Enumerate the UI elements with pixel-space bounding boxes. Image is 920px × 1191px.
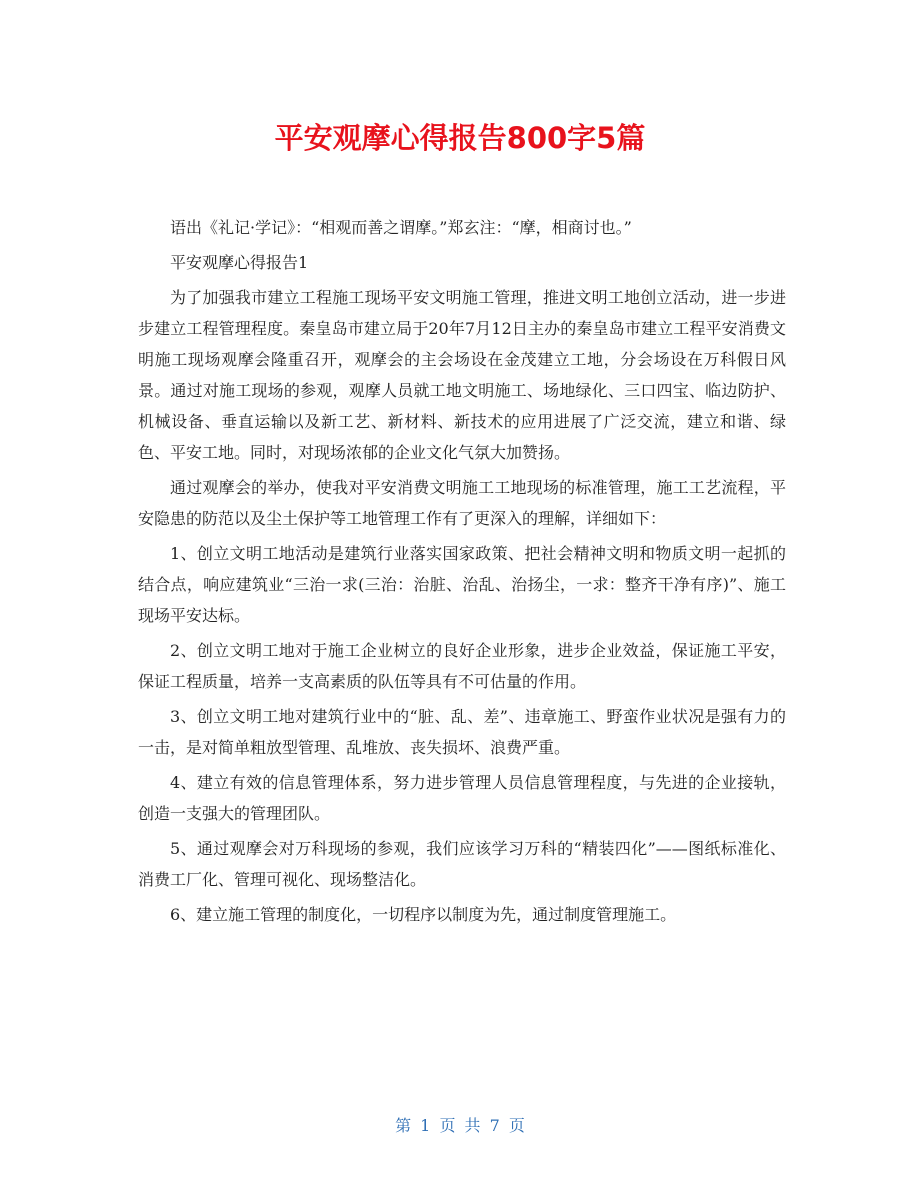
section-heading: 平安观摩心得报告1	[170, 253, 309, 272]
body-paragraph: 通过观摩会的举办，使我对平安消费文明施工工地现场的标准管理，施工工艺流程，平安隐患的防范以及尘土保护等工地管理工作有了更深入的理解，详细如下：	[138, 478, 786, 528]
list-item: 6、建立施工管理的制度化，一切程序以制度为先，通过制度管理施工。	[170, 905, 677, 924]
page-number-footer: 第 1 页 共 7 页	[395, 1116, 525, 1135]
body-paragraph: 语出《礼记·学记》：“相观而善之谓摩。”郑玄注：“摩，相商讨也。”	[170, 218, 632, 237]
list-item: 2、创立文明工地对于施工企业树立的良好企业形象，进步企业效益，保证施工平安，保证工程质量，培养一支高素质的队伍等具有不可估量的作用。	[138, 641, 786, 691]
list-item: 5、通过观摩会对万科现场的参观，我们应该学习万科的“精装四化”——图纸标准化、消费工厂化、管理可视化、现场整洁化。	[138, 839, 786, 889]
body-paragraph: 为了加强我市建立工程施工现场平安文明施工管理，推进文明工地创立活动，进一步进步建立工程管理程度。秦皇岛市建立局于20年7月12日主办的秦皇岛市建立工程平安消费文明施工现场观摩会隆重召开，观摩会的主会场设在金茂建立工地，分会场设在万科假日风景。通过对施工现场的参观，观摩人员就工地文明施工、场地绿化、三口四宝、临边防护、机械设备、垂直运输以及新工艺、新材料、新技术的应用进展了广泛交流，建立和谐、绿色、平安工地。同时，对现场浓郁的企业文化气氛大加赞扬。	[138, 288, 786, 462]
document-body	[138, 212, 786, 934]
document-title: 平安观摩心得报告800字5篇	[274, 121, 646, 155]
list-item: 1、创立文明工地活动是建筑行业落实国家政策、把社会精神文明和物质文明一起抓的结合点，响应建筑业“三治一求(三治：治脏、治乱、治扬尘，一求：整齐干净有序)”、施工现场平安达标。	[138, 544, 786, 625]
list-item: 3、创立文明工地对建筑行业中的“脏、乱、差”、违章施工、野蛮作业状况是强有力的一击，是对简单粗放型管理、乱堆放、丧失损坏、浪费严重。	[138, 707, 786, 757]
list-item: 4、建立有效的信息管理体系，努力进步管理人员信息管理程度，与先进的企业接轨，创造一支强大的管理团队。	[138, 773, 786, 823]
